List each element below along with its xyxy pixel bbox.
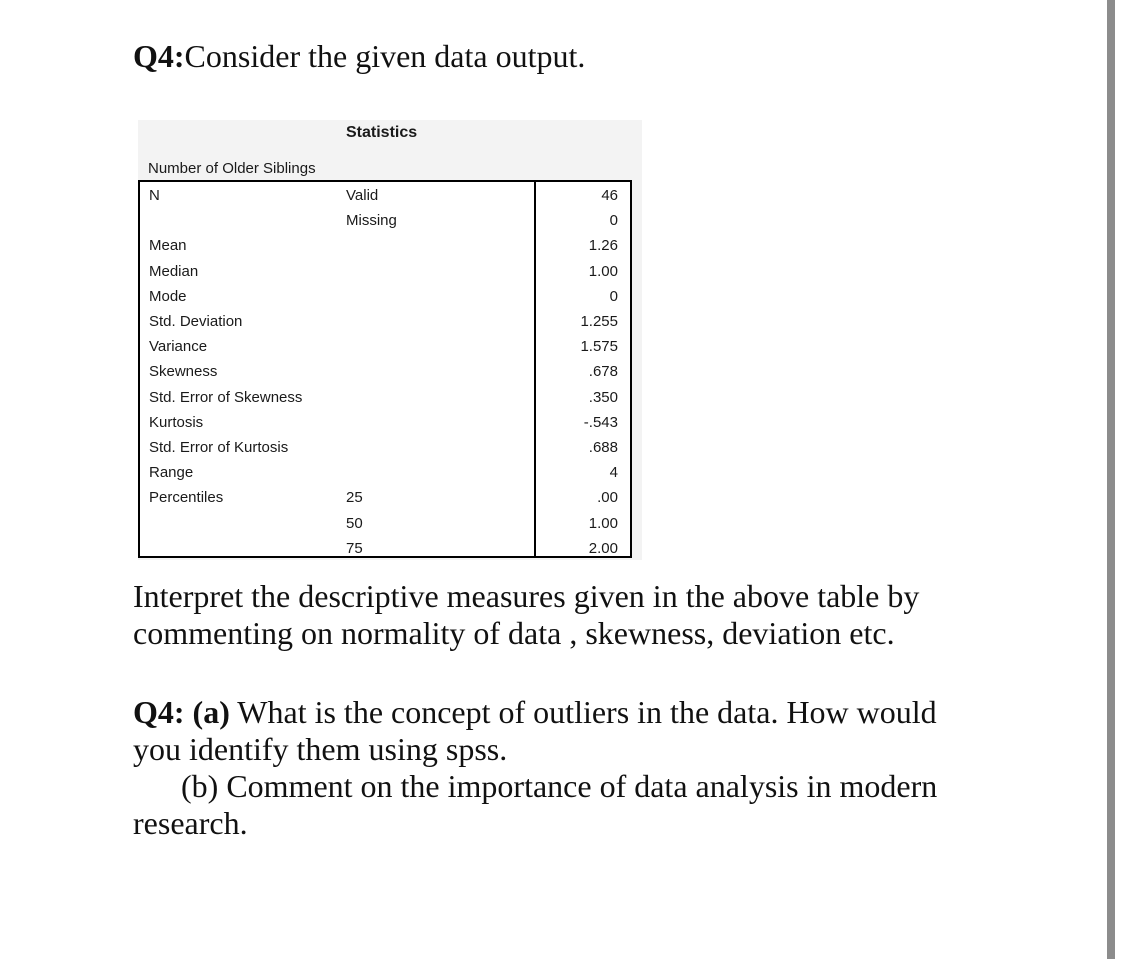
question-a-line-1: What is the concept of outliers in the data. How would xyxy=(229,694,937,730)
table-row xyxy=(140,435,630,460)
question-b-line-1: (b) Comment on the importance of data analysis in modern xyxy=(181,768,938,804)
row-label: Std. Deviation xyxy=(149,313,243,330)
row-value: 0 xyxy=(609,287,618,305)
question-text: Consider the given data output. xyxy=(184,38,586,74)
row-value: 1.26 xyxy=(588,237,618,255)
table-row xyxy=(140,385,630,410)
scrollbar[interactable] xyxy=(1107,0,1115,959)
variable-name: Number of Older Siblings xyxy=(148,160,316,177)
row-value: .688 xyxy=(588,439,618,456)
table-row xyxy=(140,460,630,485)
table-row xyxy=(140,359,630,384)
table-row xyxy=(140,485,630,510)
row-value: -.543 xyxy=(583,413,618,431)
table-row xyxy=(140,309,630,334)
row-value: 1.575 xyxy=(580,338,618,356)
row-sublabel: 75 xyxy=(346,539,363,557)
question-a-line-2: you identify them using spss. xyxy=(133,731,508,767)
question-b-line-2: research. xyxy=(133,805,248,841)
table-row xyxy=(140,536,630,561)
interpret-paragraph xyxy=(133,578,919,652)
row-label: N xyxy=(149,187,160,204)
question-heading xyxy=(133,36,585,76)
table-row xyxy=(140,410,630,435)
row-sublabel: 25 xyxy=(346,489,363,507)
row-label: Std. Error of Kurtosis xyxy=(149,439,289,456)
row-value: 46 xyxy=(601,187,618,204)
row-label: Mode xyxy=(149,287,187,305)
question-a-label: Q4: (a) xyxy=(133,694,230,730)
row-value: 4 xyxy=(609,464,618,482)
table-row xyxy=(140,259,630,284)
interpret-line-2: commenting on normality of data , skewness, deviation etc. xyxy=(133,615,895,651)
table-body xyxy=(138,180,632,558)
interpret-line-1: Interpret the descriptive measures given in the above table by xyxy=(133,578,920,614)
row-sublabel: Missing xyxy=(346,212,397,230)
statistics-table xyxy=(138,120,642,560)
row-label: Percentiles xyxy=(149,489,224,507)
row-label: Skewness xyxy=(149,363,218,381)
row-label: Median xyxy=(149,262,199,280)
row-label: Kurtosis xyxy=(149,413,204,431)
table-title: Statistics xyxy=(346,124,418,141)
row-value: .350 xyxy=(588,388,618,406)
row-label: Mean xyxy=(149,237,187,255)
question-number: Q4: xyxy=(133,38,185,74)
row-value: 1.255 xyxy=(580,313,618,330)
question-paragraph xyxy=(133,694,937,842)
row-label: Std. Error of Skewness xyxy=(149,388,303,406)
row-label: Variance xyxy=(149,338,208,356)
row-value: 2.00 xyxy=(588,539,618,557)
row-sublabel: 50 xyxy=(346,514,363,532)
table-row xyxy=(140,511,630,536)
row-value: .678 xyxy=(588,363,618,381)
row-sublabel: Valid xyxy=(346,187,379,204)
row-label: Range xyxy=(149,464,194,482)
table-row xyxy=(140,334,630,359)
table-row xyxy=(140,284,630,309)
row-value: 0 xyxy=(609,212,618,230)
row-value: 1.00 xyxy=(588,514,618,532)
row-value: 1.00 xyxy=(588,262,618,280)
table-row xyxy=(140,233,630,258)
row-value: .00 xyxy=(597,489,618,507)
table-row xyxy=(140,183,630,208)
table-row xyxy=(140,208,630,233)
